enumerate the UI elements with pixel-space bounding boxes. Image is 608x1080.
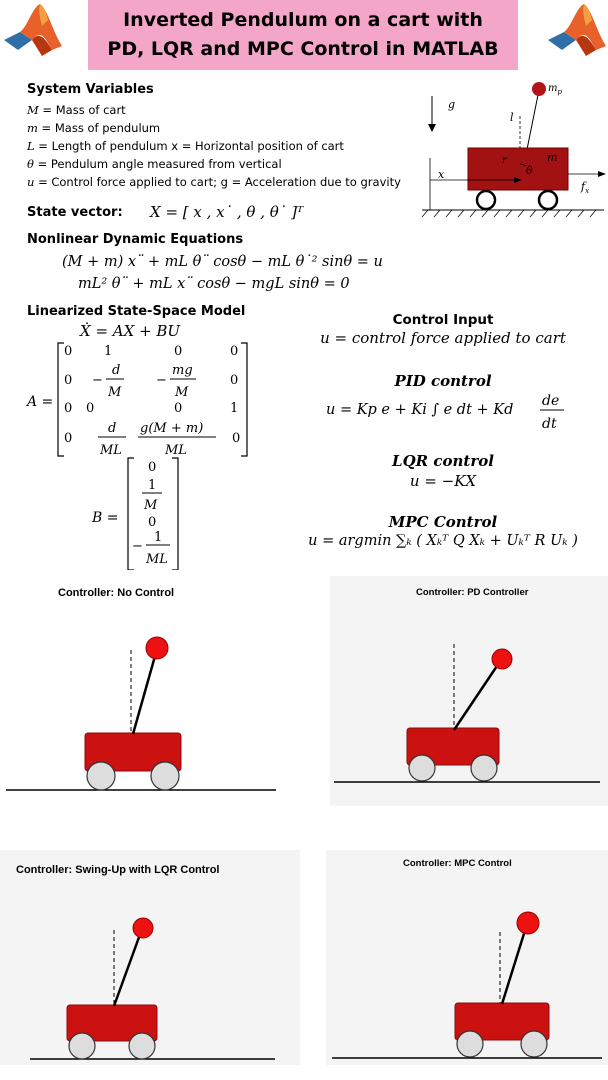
pendulum-rod bbox=[454, 660, 501, 730]
pid-equation: u = Kp e + Ki ∫ e dt + Kd bbox=[326, 402, 514, 418]
a-r2-den: M bbox=[108, 385, 122, 400]
state-space-matrices bbox=[20, 338, 260, 570]
pendulum-rod bbox=[502, 924, 527, 1004]
a-r4-den2: ML bbox=[165, 443, 187, 458]
a-r1-c3: 0 bbox=[174, 344, 183, 359]
panel-mpc-control bbox=[326, 880, 608, 1080]
matrix-b-label: B = bbox=[92, 510, 119, 526]
b-r4-num: 1 bbox=[154, 530, 163, 545]
mpc-equation: u = argmin ∑ₖ ( Xₖᵀ Q Xₖ + Uₖᵀ R Uₖ ) bbox=[308, 533, 578, 549]
a-r1-c4: 0 bbox=[230, 344, 239, 359]
pendulum-bob bbox=[517, 912, 539, 934]
nonlinear-heading: Nonlinear Dynamic Equations bbox=[27, 232, 244, 247]
label-theta: θ bbox=[526, 164, 533, 177]
label-r: r bbox=[502, 155, 507, 166]
system-variable-item bbox=[27, 173, 401, 191]
variable-description: = Pendulum angle measured from vertical bbox=[33, 157, 282, 171]
wheel-left bbox=[409, 755, 435, 781]
wheel-left bbox=[477, 191, 495, 209]
wheel-right bbox=[129, 1033, 155, 1059]
label-x: x bbox=[438, 168, 445, 181]
pid-fraction bbox=[538, 390, 568, 436]
pid-heading: PID control bbox=[394, 372, 492, 390]
wheel-right bbox=[521, 1031, 547, 1057]
system-variables-heading: System Variables bbox=[27, 82, 154, 97]
linear-heading: Linearized State-Space Model bbox=[27, 304, 246, 319]
wheel-left bbox=[69, 1033, 95, 1059]
variable-symbol: m bbox=[27, 121, 38, 135]
nonlinear-equation-1: (M + m) x¨ + mL θ¨ cosθ − mL θ˙² sinθ = u bbox=[62, 254, 383, 270]
system-variable-item bbox=[27, 155, 401, 173]
a-r2-c1: 0 bbox=[64, 373, 73, 388]
variable-symbol: L bbox=[27, 139, 35, 153]
page-title bbox=[88, 0, 518, 70]
title-line-2: PD, LQR and MPC Control in MATLAB bbox=[107, 38, 499, 60]
a-r4-num: d bbox=[108, 421, 117, 436]
panel-3-title: Controller: Swing-Up with LQR Control bbox=[16, 864, 220, 876]
matrix-a-label: A = bbox=[27, 394, 54, 410]
lqr-equation: u = −KX bbox=[409, 472, 477, 490]
a-r4-num2: g(M + m) bbox=[140, 421, 204, 436]
label-fx: $f_x$ bbox=[581, 180, 590, 195]
mpc-heading: MPC Control bbox=[388, 513, 498, 531]
cart-pendulum-diagram bbox=[418, 76, 608, 226]
panel-pd-controller bbox=[330, 600, 608, 800]
variable-symbol: θ bbox=[27, 157, 34, 171]
matlab-logo-left bbox=[2, 0, 64, 62]
lqr-heading: LQR control bbox=[392, 452, 494, 470]
pendulum-rod bbox=[114, 929, 142, 1006]
state-vector-equation: X = [ x , x˙ , θ , θ˙ ]ᵀ bbox=[150, 203, 304, 221]
b-r3: 0 bbox=[148, 515, 157, 530]
panel-swing-up-lqr bbox=[0, 880, 300, 1080]
panel-4-title: Controller: MPC Control bbox=[403, 858, 512, 869]
panel-2-title: Controller: PD Controller bbox=[416, 587, 529, 598]
nonlinear-equation-2: mL² θ¨ + mL x¨ cosθ − mgL sinθ = 0 bbox=[78, 276, 350, 292]
b-r2-num: 1 bbox=[148, 478, 157, 493]
panel-1-title: Controller: No Control bbox=[58, 587, 175, 599]
a-r3-c4: 1 bbox=[230, 401, 239, 416]
variable-description: = Length of pendulum x = Horizontal position of cart bbox=[34, 139, 344, 153]
wheel-right bbox=[151, 762, 179, 790]
pendulum-bob bbox=[146, 637, 168, 659]
system-variable-item bbox=[27, 119, 401, 137]
a-r1-c1: 0 bbox=[64, 344, 73, 359]
wheel-right bbox=[471, 755, 497, 781]
matlab-logo-right bbox=[546, 0, 608, 62]
a-r3-c1: 0 bbox=[64, 401, 73, 416]
variable-symbol: u bbox=[27, 175, 35, 189]
a-r2-num2: mg bbox=[172, 363, 193, 378]
a-r1-c2: 1 bbox=[104, 344, 113, 359]
system-variables-list bbox=[27, 101, 401, 191]
b-r4-minus: − bbox=[132, 539, 143, 554]
control-input-section bbox=[290, 312, 596, 347]
a-r2-minus2: − bbox=[156, 373, 167, 388]
pid-frac-den: dt bbox=[542, 416, 557, 432]
pendulum-rod bbox=[133, 649, 157, 734]
pendulum-bob bbox=[133, 918, 153, 938]
variable-description: = Control force applied to cart; g = Acceleration due to gravity bbox=[34, 175, 401, 189]
wheel-left bbox=[457, 1031, 483, 1057]
a-r2-minus: − bbox=[92, 373, 103, 388]
state-vector-label: State vector: bbox=[27, 205, 123, 220]
b-r1: 0 bbox=[148, 460, 157, 475]
variable-symbol: M bbox=[27, 103, 39, 117]
label-mp: $m_p$ bbox=[548, 83, 562, 96]
pid-frac-num: de bbox=[542, 393, 560, 409]
b-r2-den: M bbox=[144, 498, 158, 513]
wheel-right bbox=[539, 191, 557, 209]
a-r4-den: ML bbox=[100, 443, 122, 458]
a-r4-c4: 0 bbox=[232, 431, 241, 446]
label-l: l bbox=[510, 111, 514, 124]
variable-description: = Mass of pendulum bbox=[37, 121, 161, 135]
pendulum-bob bbox=[492, 649, 512, 669]
control-input-heading: Control Input bbox=[392, 312, 494, 328]
a-r3-c3: 0 bbox=[174, 401, 183, 416]
pendulum-bob bbox=[532, 82, 546, 96]
control-input-equation: u = control force applied to cart bbox=[320, 329, 566, 347]
b-r4-den: ML bbox=[146, 552, 168, 567]
title-line-1: Inverted Pendulum on a cart with bbox=[123, 9, 483, 31]
a-r2-den2: M bbox=[175, 385, 189, 400]
a-r4-c1: 0 bbox=[64, 431, 73, 446]
label-g: g bbox=[448, 98, 456, 111]
a-r2-num: d bbox=[112, 363, 121, 378]
a-r3-c2: 0 bbox=[86, 401, 95, 416]
panel-no-control bbox=[0, 600, 300, 800]
system-variable-item bbox=[27, 101, 401, 119]
wheel-left bbox=[87, 762, 115, 790]
state-space-equation: Ẋ = AX + BU bbox=[80, 322, 181, 340]
label-m: m bbox=[547, 151, 558, 164]
system-variable-item bbox=[27, 137, 401, 155]
a-r2-c4: 0 bbox=[230, 373, 239, 388]
variable-description: = Mass of cart bbox=[38, 103, 126, 117]
